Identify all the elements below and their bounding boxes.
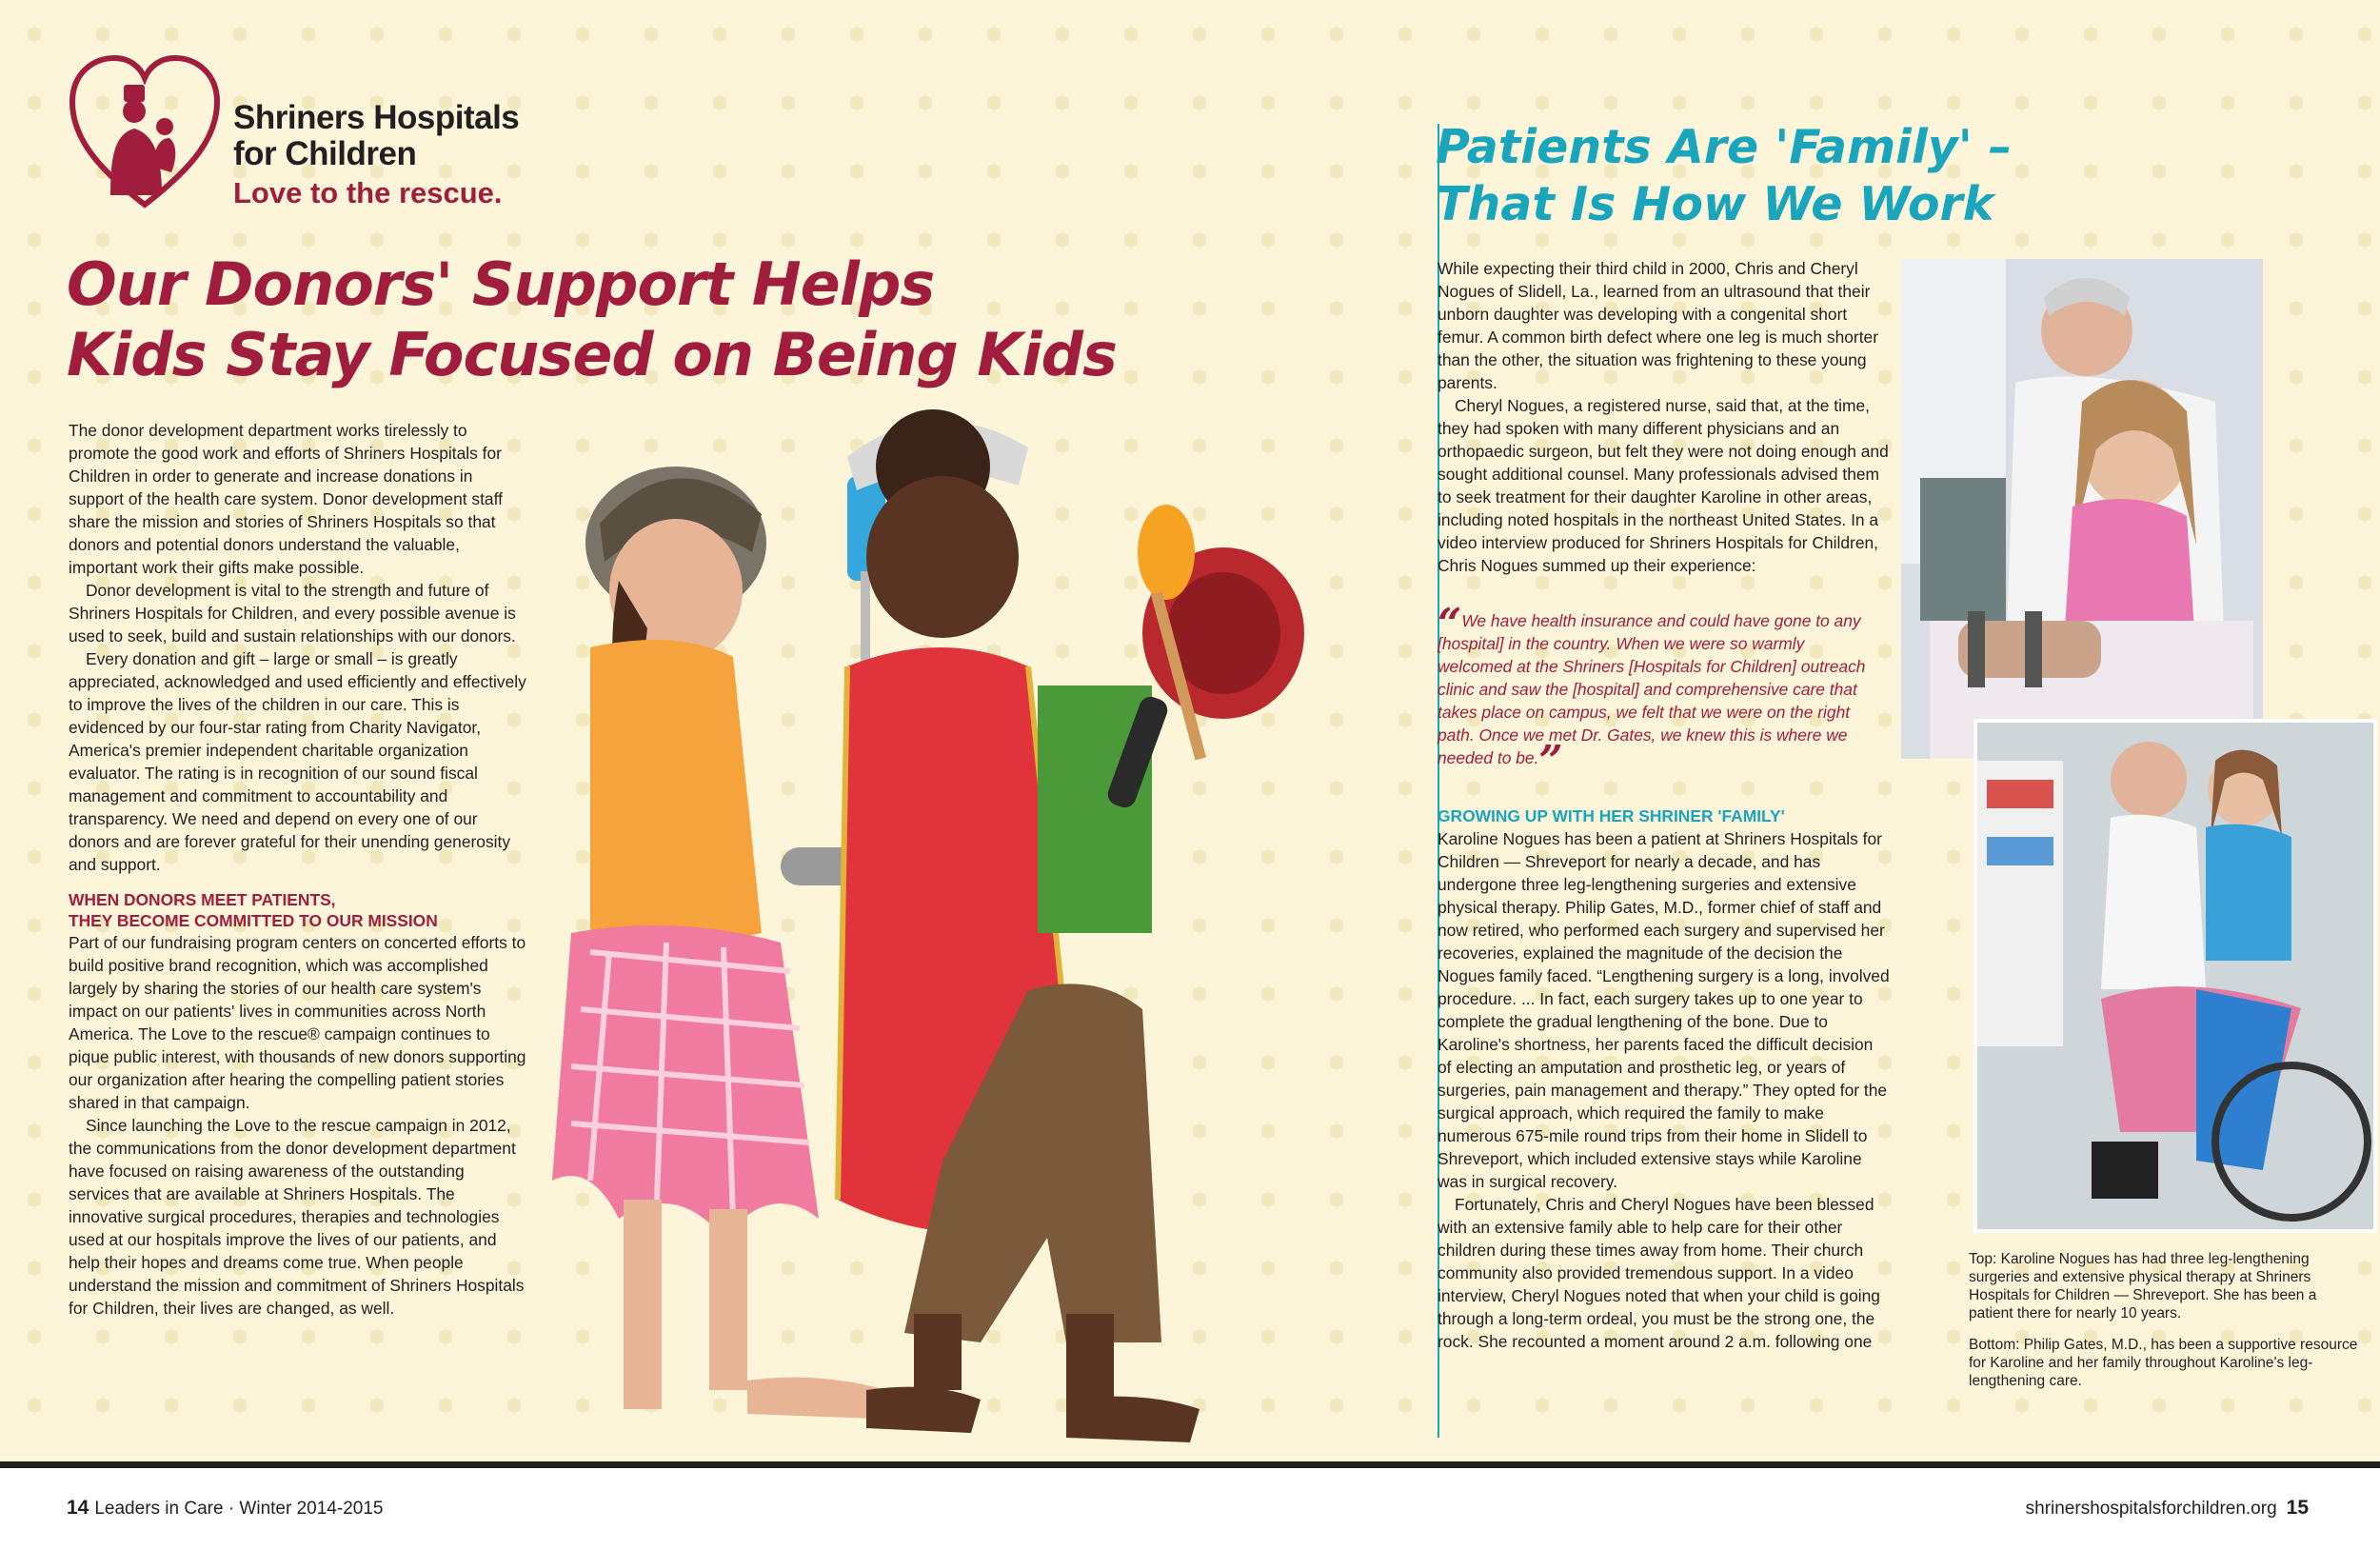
footer-website: shrinershospitalsforchildren.org <box>2025 1499 2277 1519</box>
logo-tagline: Love to the rescue. <box>233 176 503 209</box>
footer-right <box>2026 1497 2309 1520</box>
pull-quote <box>1438 600 1871 785</box>
pull-quote-text: We have health insurance and could have gone to any [hospital] in the country. When we were so warmly welcomed at the Shriners [Hospitals for Children] outreach clinic and saw the [hospital] and comprehensive care that takes place on campus, we felt that we were on the right path. Once we met Dr. Gates, we knew this is where we needed to be. <box>1438 611 1866 767</box>
left-headline-line1: Our Donors' Support Helps <box>67 249 935 319</box>
open-quote-icon: “ <box>1438 600 1462 648</box>
left-paragraph: Donor development is vital to the strength and future of Shriners Hospitals for Children, and every possible avenue is used to seek, build and sustain relationships with our donors. <box>69 581 516 646</box>
footer-left-text: Leaders in Care · Winter 2014-2015 <box>94 1499 384 1519</box>
left-paragraph: The donor development department works tirelessly to promote the good work and efforts of Shriners Hospitals for Children in order to generate and increase donations in support of the health care system. Donor development staff share the mission and stories of Shriners Hospitals so that donors and potential donors understand the valuable, important work their gifts make possible. <box>69 421 503 577</box>
caption-top: Top: Karoline Nogues has had three leg-lengthening surgeries and extensive physical therapy at Shriners Hospitals for Children — Shreveport. She has been a patient there for nearly 10 years. <box>1969 1251 2317 1321</box>
left-page-number: 14 <box>67 1497 89 1519</box>
photo-karoline-in-wheelchair <box>1973 719 2377 1233</box>
left-paragraph: Since launching the Love to the rescue campaign in 2012, the communications from the donor development department have focused on raising awareness of the outstanding services that are available at Shriners Hospitals. The innovative surgical procedures, therapies and technologies used at our hospitals improve the lives of our patients, and help their hopes and dreams come true. When people understand the mission and commitment of Shriners Hospitals for Children, their lives are changed, as well. <box>69 1116 525 1318</box>
orange-shirt <box>590 640 762 943</box>
right-headline-line1: Patients Are 'Family' – <box>1436 120 2013 174</box>
photo-caption <box>1969 1250 2359 1403</box>
left-article-column <box>69 419 527 1320</box>
footer-left <box>67 1497 383 1520</box>
right-headline-line2: That Is How We Work <box>1436 177 1994 231</box>
right-paragraph: Karoline Nogues has been a patient at Shriners Hospitals for Children — Shreveport for nearly a decade, and has undergone three leg-lengthening surgeries and extensive physical therapy. Philip Gates, M.D., former chief of staff and now retired, who performed each surgery and supervised her recoveries, explained the magnitude of the decision the Nogues family faced. “Lengthening surgery is a long, involved procedure. ... In fact, each surgery takes up to one year to complete the gradual lengthening of the bone. Due to Karoline's shortness, her parents faced the difficult decision of electing an amputation and prosthetic leg, or years of surgeries, pain management and therapy.” They opted for the surgical approach, which required the family to make numerous 675-mile round trips from their home in Slidell to Shreveport, which included extensive stays while Karoline was in surgical recovery. <box>1438 829 1890 1191</box>
right-paragraph: While expecting their third child in 2000, Chris and Cheryl Nogues of Slidell, La., learned from an ultrasound that their unborn daughter was developing with a congenital short femur. A common birth defect where one leg is much shorter than the other, the situation was frightening to these young parents. <box>1438 259 1879 392</box>
left-paragraph: Part of our fundraising program centers on concerted efforts to build positive brand recognition, which was accomplished largely by sharing the stories of our health care system's impact on our patients' lives in communities across North America. The Love to the rescue® campaign continues to pique public interest, with thousands of new donors supporting our organization after hearing the compelling patient stories shared in that campaign. <box>69 933 526 1112</box>
logo-name-line1: Shriners Hospitals <box>233 99 520 136</box>
left-subhead-line1: WHEN DONORS MEET PATIENTS, <box>69 890 336 909</box>
footer-rule <box>0 1461 2380 1468</box>
left-headline-line2: Kids Stay Focused on Being Kids <box>67 320 1117 389</box>
close-quote-icon: ” <box>1538 737 1563 785</box>
right-page-number: 15 <box>2286 1497 2309 1519</box>
right-paragraph: Cheryl Nogues, a registered nurse, said that, at the time, they had spoken with many different physicians and an orthopaedic surgeon, but felt they were not doing enough and sought additional counsel. Many professionals advised them to seek treatment for their daughter Karoline in other areas, including noted hospitals in the northeast United States. In a video interview produced for Shriners Hospitals for Children, Chris Nogues summed up their experience: <box>1438 396 1889 575</box>
left-subhead-line2: THEY BECOME COMMITTED TO OUR MISSION <box>69 911 438 930</box>
logo-name <box>233 100 519 172</box>
right-article-column-bottom <box>1438 805 1890 1353</box>
right-article-column-top <box>1438 257 1890 577</box>
left-paragraph: Every donation and gift – large or small – is greatly appreciated, acknowledged and used efficiently and effectively to improve the lives of the children in our care. This is evidenced by our four-star rating from Charity Navigator, America's premier independent charitable organization evaluator. The rating is in recognition of our sound fiscal management and commitment to accountability and transparency. We need and depend on every one of our donors and are forever grateful for their unending generosity and support. <box>69 649 526 874</box>
heart-logo-icon <box>67 52 224 214</box>
left-subhead <box>69 889 527 931</box>
logo-name-line2: for Children <box>233 135 417 172</box>
left-headline <box>67 249 1133 390</box>
right-paragraph: Fortunately, Chris and Cheryl Nogues have been blessed with an extensive family able to help care for their other children during these times away from home. Their church community also provided tremendous support. In a video interview, Cheryl Nogues noted that when your child is going through a long-term ordeal, you must be the strong one, the rock. She recounted a moment around 2 a.m. following one <box>1438 1195 1880 1351</box>
children-playing-photo <box>533 400 1390 1461</box>
photo-karoline-with-doctor <box>1901 259 2263 759</box>
right-headline <box>1436 119 2083 233</box>
page-footer <box>0 1468 2380 1550</box>
right-subhead: GROWING UP WITH HER SHRINER 'FAMILY' <box>1438 806 1785 825</box>
caption-bottom: Bottom: Philip Gates, M.D., has been a supportive resource for Karoline and her family throughout Karoline's leg-lengthening care. <box>1969 1337 2358 1389</box>
